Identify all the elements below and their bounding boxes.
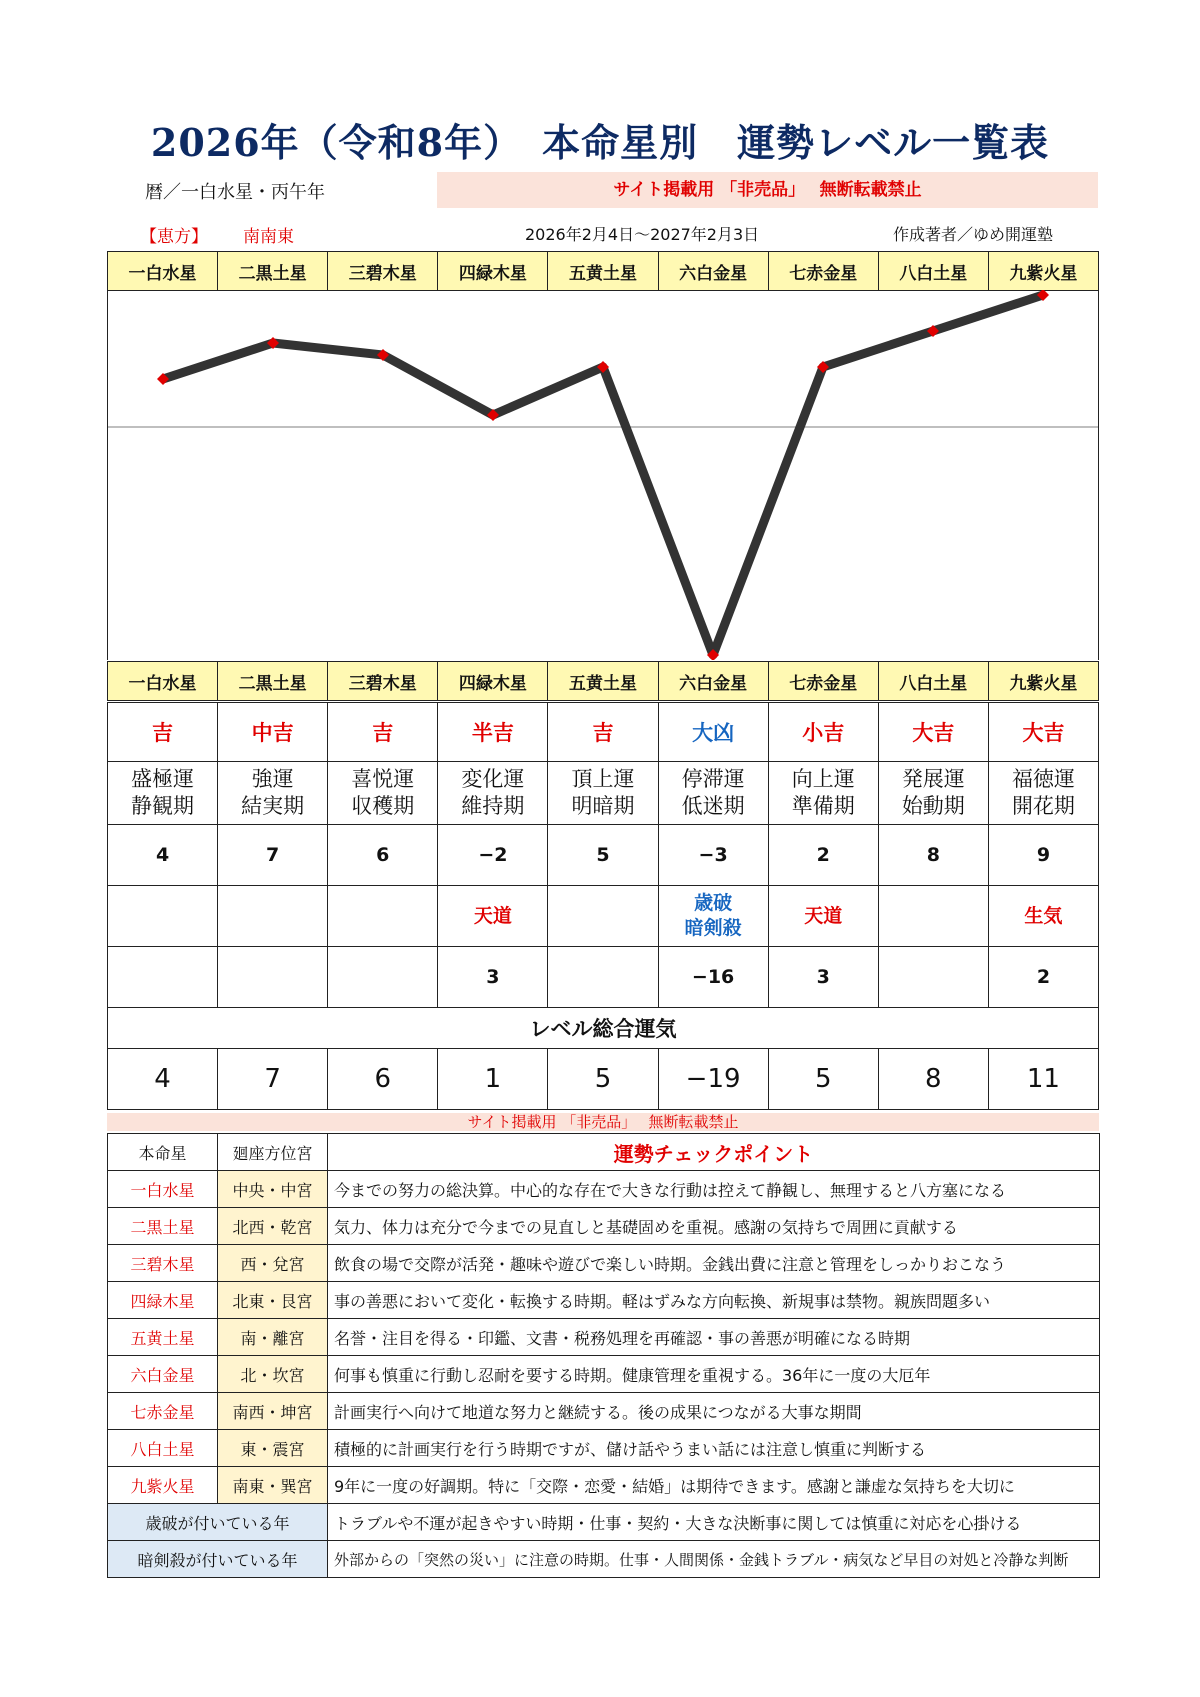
checkpoint-star: 一白水星 (108, 1171, 218, 1208)
special-row-text: 外部からの「突然の災い」に注意の時期。仕事・人間関係・金銭トラブル・病気など早目の対処と冷静な判断 (328, 1541, 1100, 1578)
unsei-line: 向上運 (791, 767, 855, 791)
star-header-bottom (107, 661, 1099, 701)
star-header-cell: 六白金星 (658, 252, 768, 291)
special-note-cell (768, 886, 878, 947)
checkpoint-position: 北東・艮宮 (218, 1282, 328, 1319)
star-header-cell: 九紫火星 (988, 662, 1098, 701)
fortune-row (108, 703, 1099, 762)
fortune-cell: 大吉 (988, 703, 1098, 762)
checkpoint-row (108, 1319, 1100, 1356)
checkpoint-row (108, 1245, 1100, 1282)
checkpoint-header-row (108, 1134, 1100, 1171)
special-note-line: 生気 (1024, 904, 1063, 927)
unsei-line: 結実期 (241, 794, 305, 818)
unsei-cell (438, 762, 548, 825)
adjustment-cell (548, 947, 658, 1008)
star-header-cell: 四緑木星 (438, 252, 548, 291)
base-level-cell: 2 (768, 825, 878, 886)
total-cell: 6 (328, 1049, 438, 1110)
fortune-cell: 小吉 (768, 703, 878, 762)
checkpoint-position: 中央・中宮 (218, 1171, 328, 1208)
star-header-cell: 一白水星 (108, 252, 218, 291)
star-header-cell: 八白土星 (878, 662, 988, 701)
checkpoint-position: 南東・巽宮 (218, 1467, 328, 1504)
checkpoint-row (108, 1467, 1100, 1504)
star-header-cell: 三碧木星 (328, 662, 438, 701)
adjustment-cell (218, 947, 328, 1008)
checkpoint-star: 二黒土星 (108, 1208, 218, 1245)
unsei-line: 静観期 (131, 794, 195, 818)
special-row-text: トラブルや不運が起きやすい時期・仕事・契約・大きな決断事に関しては慎重に対応を心掛ける (328, 1504, 1100, 1541)
unsei-cell (548, 762, 658, 825)
fortune-cell: 大凶 (658, 703, 768, 762)
total-cell: 4 (108, 1049, 218, 1110)
adjustment-cell (108, 947, 218, 1008)
special-note-cell (548, 886, 658, 947)
fortune-cell: 吉 (548, 703, 658, 762)
adjustment-cell: 3 (768, 947, 878, 1008)
checkpoint-row (108, 1430, 1100, 1467)
special-note-cell (658, 886, 768, 947)
checkpoint-row (108, 1356, 1100, 1393)
unsei-line: 停滞運 (681, 767, 745, 791)
checkpoint-star: 九紫火星 (108, 1467, 218, 1504)
checkpoint-position: 西・兌宮 (218, 1245, 328, 1282)
checkpoint-position: 北西・乾宮 (218, 1208, 328, 1245)
checkpoint-row (108, 1393, 1100, 1430)
special-note-row (108, 886, 1099, 947)
special-row-label: 暗剣殺が付いている年 (108, 1541, 328, 1578)
base-level-cell: 9 (988, 825, 1098, 886)
checkpoint-text: 飲食の場で交際が活発・趣味や遊びで楽しい時期。金銭出費に注意と管理をしっかりおこなう (328, 1245, 1100, 1282)
star-header-top (107, 251, 1099, 291)
special-row-label: 歳破が付いている年 (108, 1504, 328, 1541)
star-header-cell: 五黄土星 (548, 252, 658, 291)
fortune-level-chart (107, 290, 1099, 660)
checkpoint-text: 名誉・注目を得る・印鑑、文書・税務処理を再確認・事の善悪が明確になる時期 (328, 1319, 1100, 1356)
checkpoint-text: 事の善悪において変化・転換する時期。軽はずみな方向転換、新規事は禁物。親族問題多い (328, 1282, 1100, 1319)
star-header-cell: 五黄土星 (548, 662, 658, 701)
checkpoint-header-title: 運勢チェックポイント (328, 1134, 1100, 1171)
base-level-cell: 5 (548, 825, 658, 886)
adjustment-cell: 2 (988, 947, 1098, 1008)
adjustment-cell: 3 (438, 947, 548, 1008)
unsei-line: 変化運 (461, 767, 525, 791)
lucky-direction-value: 南南東 (243, 227, 294, 247)
adjustment-cell (878, 947, 988, 1008)
unsei-line: 開花期 (1011, 794, 1075, 818)
checkpoint-star: 六白金星 (108, 1356, 218, 1393)
unsei-line: 喜悦運 (351, 767, 415, 791)
checkpoint-star: 八白土星 (108, 1430, 218, 1467)
fortune-table (107, 702, 1099, 1110)
checkpoint-text: 9年に一度の好調期。特に「交際・恋愛・結婚」は期待できます。感謝と謙虚な気持ちを大切に (328, 1467, 1100, 1504)
base-level-cell: 6 (328, 825, 438, 886)
copyright-warning-banner: サイト掲載用 「非売品」 無断転載禁止 (437, 172, 1098, 208)
base-level-cell: −3 (658, 825, 768, 886)
total-cell: 1 (438, 1049, 548, 1110)
checkpoint-row (108, 1208, 1100, 1245)
total-cell: 5 (548, 1049, 658, 1110)
star-header-cell: 一白水星 (108, 662, 218, 701)
special-row (108, 1541, 1100, 1578)
unsei-cell (328, 762, 438, 825)
unsei-line: 明暗期 (571, 794, 635, 818)
unsei-line: 発展運 (901, 767, 965, 791)
period-label: 2026年2月4日～2027年2月3日 (525, 225, 760, 244)
checkpoint-text: 気力、体力は充分で今までの見直しと基礎固めを重視。感謝の気持ちで周囲に貢献する (328, 1208, 1100, 1245)
unsei-line: 準備期 (791, 794, 855, 818)
adjustment-cell: −16 (658, 947, 768, 1008)
unsei-line: 低迷期 (681, 794, 745, 818)
level-total-title-row (108, 1008, 1099, 1049)
unsei-line: 収穫期 (351, 794, 415, 818)
checkpoint-text: 計画実行へ向けて地道な努力と継続する。後の成果につながる大事な期間 (328, 1393, 1100, 1430)
checkpoint-text: 何事も慎重に行動し忍耐を要する時期。健康管理を重視する。36年に一度の大厄年 (328, 1356, 1100, 1393)
koyomi-label: 暦／一白水星・丙午年 (145, 182, 325, 203)
base-level-cell: −2 (438, 825, 548, 886)
base-level-cell: 8 (878, 825, 988, 886)
unsei-line: 維持期 (461, 794, 525, 818)
checkpoint-star: 七赤金星 (108, 1393, 218, 1430)
checkpoint-text: 積極的に計画実行を行う時期ですが、儲け話やうまい話には注意し慎重に判断する (328, 1430, 1100, 1467)
unsei-line: 頂上運 (571, 767, 635, 791)
special-note-line: 暗剣殺 (684, 917, 742, 939)
chart-series-line (163, 295, 1043, 655)
checkpoint-text: 今までの努力の総決算。中心的な存在で大きな行動は控えて静観し、無理すると八方塞になる (328, 1171, 1100, 1208)
level-total-title: レベル総合運気 (108, 1008, 1099, 1049)
star-header-cell: 二黒土星 (218, 662, 328, 701)
base-level-cell: 7 (218, 825, 328, 886)
checkpoint-position: 南西・坤宮 (218, 1393, 328, 1430)
fortune-cell: 吉 (328, 703, 438, 762)
adjustment-row (108, 947, 1099, 1008)
special-note-cell (108, 886, 218, 947)
star-header-cell: 七赤金星 (768, 252, 878, 291)
unsei-cell (878, 762, 988, 825)
unsei-line: 盛極運 (131, 767, 195, 791)
special-note-line: 歳破 (694, 892, 733, 914)
checkpoint-star: 三碧木星 (108, 1245, 218, 1282)
checkpoint-star: 五黄土星 (108, 1319, 218, 1356)
star-header-cell: 八白土星 (878, 252, 988, 291)
special-row (108, 1504, 1100, 1541)
base-level-row (108, 825, 1099, 886)
checkpoint-table (107, 1133, 1100, 1578)
unsei-cell (658, 762, 768, 825)
lucky-direction-label: 【恵方】 (140, 227, 208, 247)
unsei-line: 強運 (251, 767, 294, 791)
unsei-cell (218, 762, 328, 825)
star-header-cell: 四緑木星 (438, 662, 548, 701)
checkpoint-position: 東・震宮 (218, 1430, 328, 1467)
star-header-cell: 七赤金星 (768, 662, 878, 701)
checkpoint-position: 南・離宮 (218, 1319, 328, 1356)
unsei-cell (768, 762, 878, 825)
copyright-warning-strip: サイト掲載用 「非売品」 無断転載禁止 (107, 1113, 1099, 1131)
special-note-line: 天道 (804, 904, 843, 927)
star-header-cell: 二黒土星 (218, 252, 328, 291)
special-note-line: 天道 (473, 904, 512, 927)
adjustment-cell (328, 947, 438, 1008)
fortune-cell: 半吉 (438, 703, 548, 762)
author-label: 作成著者／ゆめ開運塾 (893, 225, 1054, 244)
unsei-line: 福徳運 (1011, 767, 1075, 791)
unsei-line: 始動期 (901, 794, 965, 818)
special-note-cell (218, 886, 328, 947)
star-header-cell: 六白金星 (658, 662, 768, 701)
total-cell: 5 (768, 1049, 878, 1110)
total-cell: 8 (878, 1049, 988, 1110)
total-cell: 11 (988, 1049, 1098, 1110)
checkpoint-row (108, 1171, 1100, 1208)
special-note-cell (438, 886, 548, 947)
checkpoint-header-star: 本命星 (108, 1134, 218, 1171)
unsei-row (108, 762, 1099, 825)
star-header-cell: 三碧木星 (328, 252, 438, 291)
checkpoint-header-position: 廻座方位宮 (218, 1134, 328, 1171)
checkpoint-position: 北・坎宮 (218, 1356, 328, 1393)
special-note-cell (878, 886, 988, 947)
unsei-cell (988, 762, 1098, 825)
chart-svg (108, 290, 1098, 660)
unsei-cell (108, 762, 218, 825)
total-row (108, 1049, 1099, 1110)
special-note-cell (328, 886, 438, 947)
fortune-cell: 中吉 (218, 703, 328, 762)
checkpoint-row (108, 1282, 1100, 1319)
fortune-cell: 吉 (108, 703, 218, 762)
special-note-cell (988, 886, 1098, 947)
base-level-cell: 4 (108, 825, 218, 886)
star-header-cell: 九紫火星 (988, 252, 1098, 291)
page-title: 2026年（令和8年） 本命星別 運勢レベル一覧表 (150, 120, 1050, 165)
total-cell: −19 (658, 1049, 768, 1110)
total-cell: 7 (218, 1049, 328, 1110)
checkpoint-star: 四緑木星 (108, 1282, 218, 1319)
fortune-cell: 大吉 (878, 703, 988, 762)
